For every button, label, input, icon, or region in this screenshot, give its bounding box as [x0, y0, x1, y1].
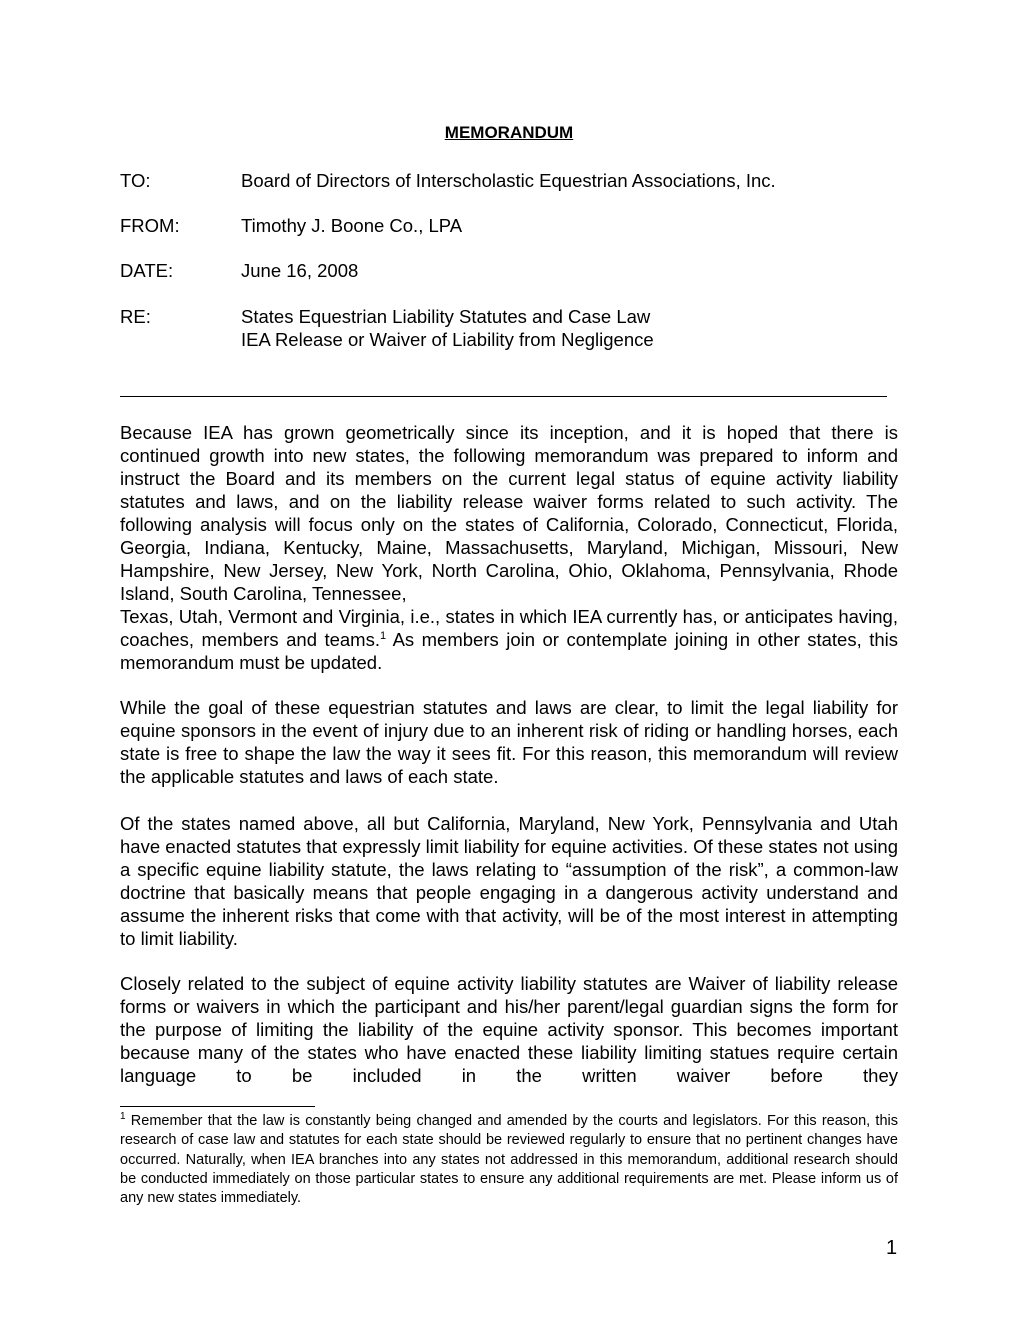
- footnote-ref[interactable]: 1: [379, 629, 387, 642]
- footnote-marker: 1: [120, 1111, 126, 1123]
- header-divider: [120, 396, 887, 397]
- page-number: 1: [886, 1237, 898, 1259]
- header-value: June 16, 2008: [241, 260, 359, 281]
- paragraph-2: [120, 696, 898, 788]
- paragraph-1a: Because IEA has grown geometrically since its inception, and it is hoped that there is continued growth into new states, the following memorandum was prepared to inform and instruct the Board and its members on the current legal status of equine activity liability statutes and laws, and on the liability release waiver forms related to such activity. The following analysis will focus only on the states of California, Colorado, Connecticut, Florida, Georgia, Indiana, Kentucky, Maine, Massachusetts, Maryland, Michigan, Missouri, New Hampshire, New Jersey, New York, North Carolina, Ohio, Oklahoma, Pennsylvania, Rhode Island, South Carolina, Tennessee,: [120, 422, 898, 604]
- memo-title: MEMORANDUM: [444, 123, 574, 142]
- header-label: TO:: [120, 170, 151, 191]
- footnote-text: Remember that the law is constantly being changed and amended by the courts and legislators. For this reason, this research of case law and statutes for each state should be reviewed regularly to ensure that no pertinent changes have occurred. Naturally, when IEA branches into any states not addressed in this memorandum, additional research should be conducted immediately on those particular states to ensure any additional requirements are met. Please inform us of any new states immediately.: [120, 1113, 898, 1207]
- header-value-line2: IEA Release or Waiver of Liability from Negligence: [241, 329, 654, 350]
- footnote-separator: [120, 1106, 315, 1107]
- paragraph-4: [120, 972, 898, 1087]
- header-label: DATE:: [120, 260, 174, 281]
- paragraph-4-text: Closely related to the subject of equine activity liability statutes are Waiver of liability release forms or waivers in which the participant and his/her parent/legal guardian signs the form for the purpose of limiting the liability of the equine activity sponsor. This becomes important because many of the states who have enacted these liability limiting statues require certain language to be included in the written waiver before they: [120, 973, 898, 1086]
- paragraph-3: [120, 812, 898, 950]
- paragraph-1b: [120, 605, 898, 674]
- header-label: RE:: [120, 306, 151, 327]
- paragraph-1: [120, 421, 898, 674]
- header-value: States Equestrian Liability Statutes and Case Law: [241, 306, 651, 327]
- paragraph-1c-text: As members join or contemplate joining in other states, this memorandum must be updated.: [120, 629, 898, 673]
- footnote: [120, 1112, 898, 1208]
- header-value: Timothy J. Boone Co., LPA: [241, 215, 463, 236]
- paragraph-2-text: While the goal of these equestrian statutes and laws are clear, to limit the legal liability for equine sponsors in the event of injury due to an inherent risk of riding or handling horses, each state is free to shape the law the way it sees fit. For this reason, this memorandum will review the applicable statutes and laws of each state.: [120, 697, 898, 787]
- paragraph-1b-text: Texas, Utah, Vermont and Virginia, i.e., states in which IEA currently has, or anticipates having, coaches, members and teams.: [120, 606, 898, 650]
- paragraph-3-text: Of the states named above, all but California, Maryland, New York, Pennsylvania and Utah have enacted statutes that expressly limit liability for equine activities. Of these states not using a specific equine liability statute, the laws relating to “assumption of the risk”, a common-law doctrine that basically means that people engaging in a dangerous activity understand and assume the inherent risks that come with that activity, will be of the most interest in attempting to limit liability.: [120, 813, 898, 949]
- header-label: FROM:: [120, 215, 180, 236]
- header-value: Board of Directors of Interscholastic Equestrian Associations, Inc.: [241, 170, 776, 191]
